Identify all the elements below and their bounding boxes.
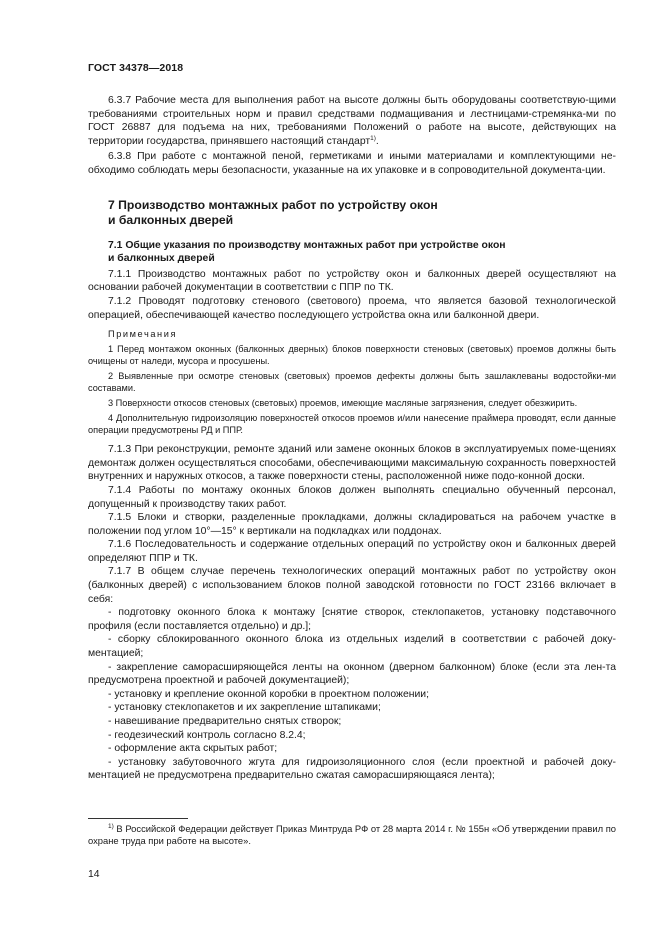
footnote-reference[interactable]: 1) [370,134,376,142]
paragraph-7-1-2: 7.1.2 Проводят подготовку стенового (светового) проема, что является базовой технологической операцией, обеспечивающей качество последующего устройства окна или балконной двери. [88,295,616,321]
section-7-heading-line2: и балконных дверей [108,212,234,227]
footnote-text: В Российской Федерации действует Приказ Минтруда РФ от 28 марта 2014 г. № 155н «Об утверждении правил по охране труда при работе на высоте». [88,823,616,847]
footnote-mark: 1) [108,823,114,830]
list-item: - оформление акта скрытых работ; [108,743,278,755]
paragraph-7-1-6: 7.1.6 Последовательность и содержание отдельных операций по устройству окон и балконных дверей определяют ППР и ТК. [88,539,616,564]
paragraph-7-1-1: 7.1.1 Производство монтажных работ по устройству окон и балконных дверей осуществляют на основании рабочей документации в соответствии с ППР по ТК. [88,268,616,294]
list-item: - геодезический контроль согласно 8.2.4; [108,729,306,741]
list-item: - установку забутовочного жгута для гидроизоляционного слоя (если проектной и рабочей доку-ментацией не предусмотрена предварительно сжатая саморасширяющаяся лента); [88,756,616,782]
paragraph-6-3-8: 6.3.8 При работе с монтажной пеной, герметиками и иными материалами и комплектующими не-обходимо соблюдать меры безопасности, указанные на их упаковке и в сопроводительной документа-ции. [88,151,616,176]
subsection-7-1-heading-line1: 7.1 Общие указания по производству монтажных работ при устройстве окон [108,239,506,251]
paragraph-6-3-7-end: . [375,135,379,147]
paragraph-7-1-5: 7.1.5 Блоки и створки, разделенные прокладками, должны складироваться на рабочем участке в положении под углом 10°—15° к вертикали на подкладках или поддонах. [88,512,616,537]
notes-title: Примечания [108,329,178,340]
footnote-separator [88,818,188,819]
list-item: - сборку сблокированного оконного блока из отдельных изделий в соответствии с рабочей доку-ментацией; [88,634,616,660]
paragraph-7-1-7: 7.1.7 В общем случае перечень технологических операций монтажных работ по устройству окон (балконных дверей) с использованием блоков полной заводской готовности по ГОСТ 23166 включает в себя: [88,566,616,605]
paragraph-6-3-7-text: 6.3.7 Рабочие места для выполнения работ на высоте должны быть оборудованы соответствую-щими требованиями строительных норм и правил средствами подмащивания и лестницами-стремянка-ми по ГОСТ 26887 для подъема на них, требованиями Положений о работе на высоте, действующих на территории государства, принявшего настоящий стандарт [88,95,616,147]
page-number: 14 [88,869,100,880]
paragraph-7-1-3: 7.1.3 При реконструкции, ремонте зданий или замене оконных блоков в эксплуатируемых поме-щениях демонтаж должен осуществляться способами, обеспечивающими максимальную сохранность поверхностей внутренних и наружных откосов, а также поверхности стены, расположенной ниже подо-конной доски. [88,444,616,483]
subsection-7-1-heading-line2: и балконных дверей [108,253,215,265]
running-header: ГОСТ 34378—2018 [88,62,184,74]
section-7-heading [88,198,616,228]
subsection-7-1-heading [88,239,616,266]
note-4: 4 Дополнительную гидроизоляцию поверхностей откосов проемов и/или нанесение праймера проводят, если данные операции предусмотрены РД и ППР. [88,413,616,436]
paragraph-7-1-4: 7.1.4 Работы по монтажу оконных блоков должен выполнять специально обученный персонал, допущенный к производству таких работ. [88,484,616,510]
footnote [88,823,616,848]
list-item: - закрепление саморасширяющейся ленты на оконном (дверном балконном) блоке (если эта лен-та предусмотрена проектной и рабочей документацией); [88,661,616,687]
list-item: - подготовку оконного блока к монтажу [снятие створок, стеклопакетов, установку подставочного профиля (если поставляется отдельно) и др.]; [88,607,616,632]
note-1: 1 Перед монтажом оконных (балконных дверных) блоков поверхности стеновых (световых) проемов должны быть очищены от наледи, мусора и просушены. [88,344,616,367]
paragraph-6-3-7 [88,94,616,148]
body-column [88,94,616,783]
note-3: 3 Поверхности откосов стеновых (световых) проемов, имеющие масляные загрязнения, следует обезжирить. [108,398,578,409]
list-item: - установку и крепление оконной коробки в проектном положении; [108,688,429,700]
list-item: - установку стеклопакетов и их закрепление штапиками; [108,702,381,714]
section-7-heading-line1: 7 Производство монтажных работ по устройству окон [108,197,438,212]
list-item: - навешивание предварительно снятых створок; [108,716,342,727]
note-2: 2 Выявленные при осмотре стеновых (световых) проемов дефекты должны быть зашлаклеваны водостойки-ми составами. [88,371,616,394]
